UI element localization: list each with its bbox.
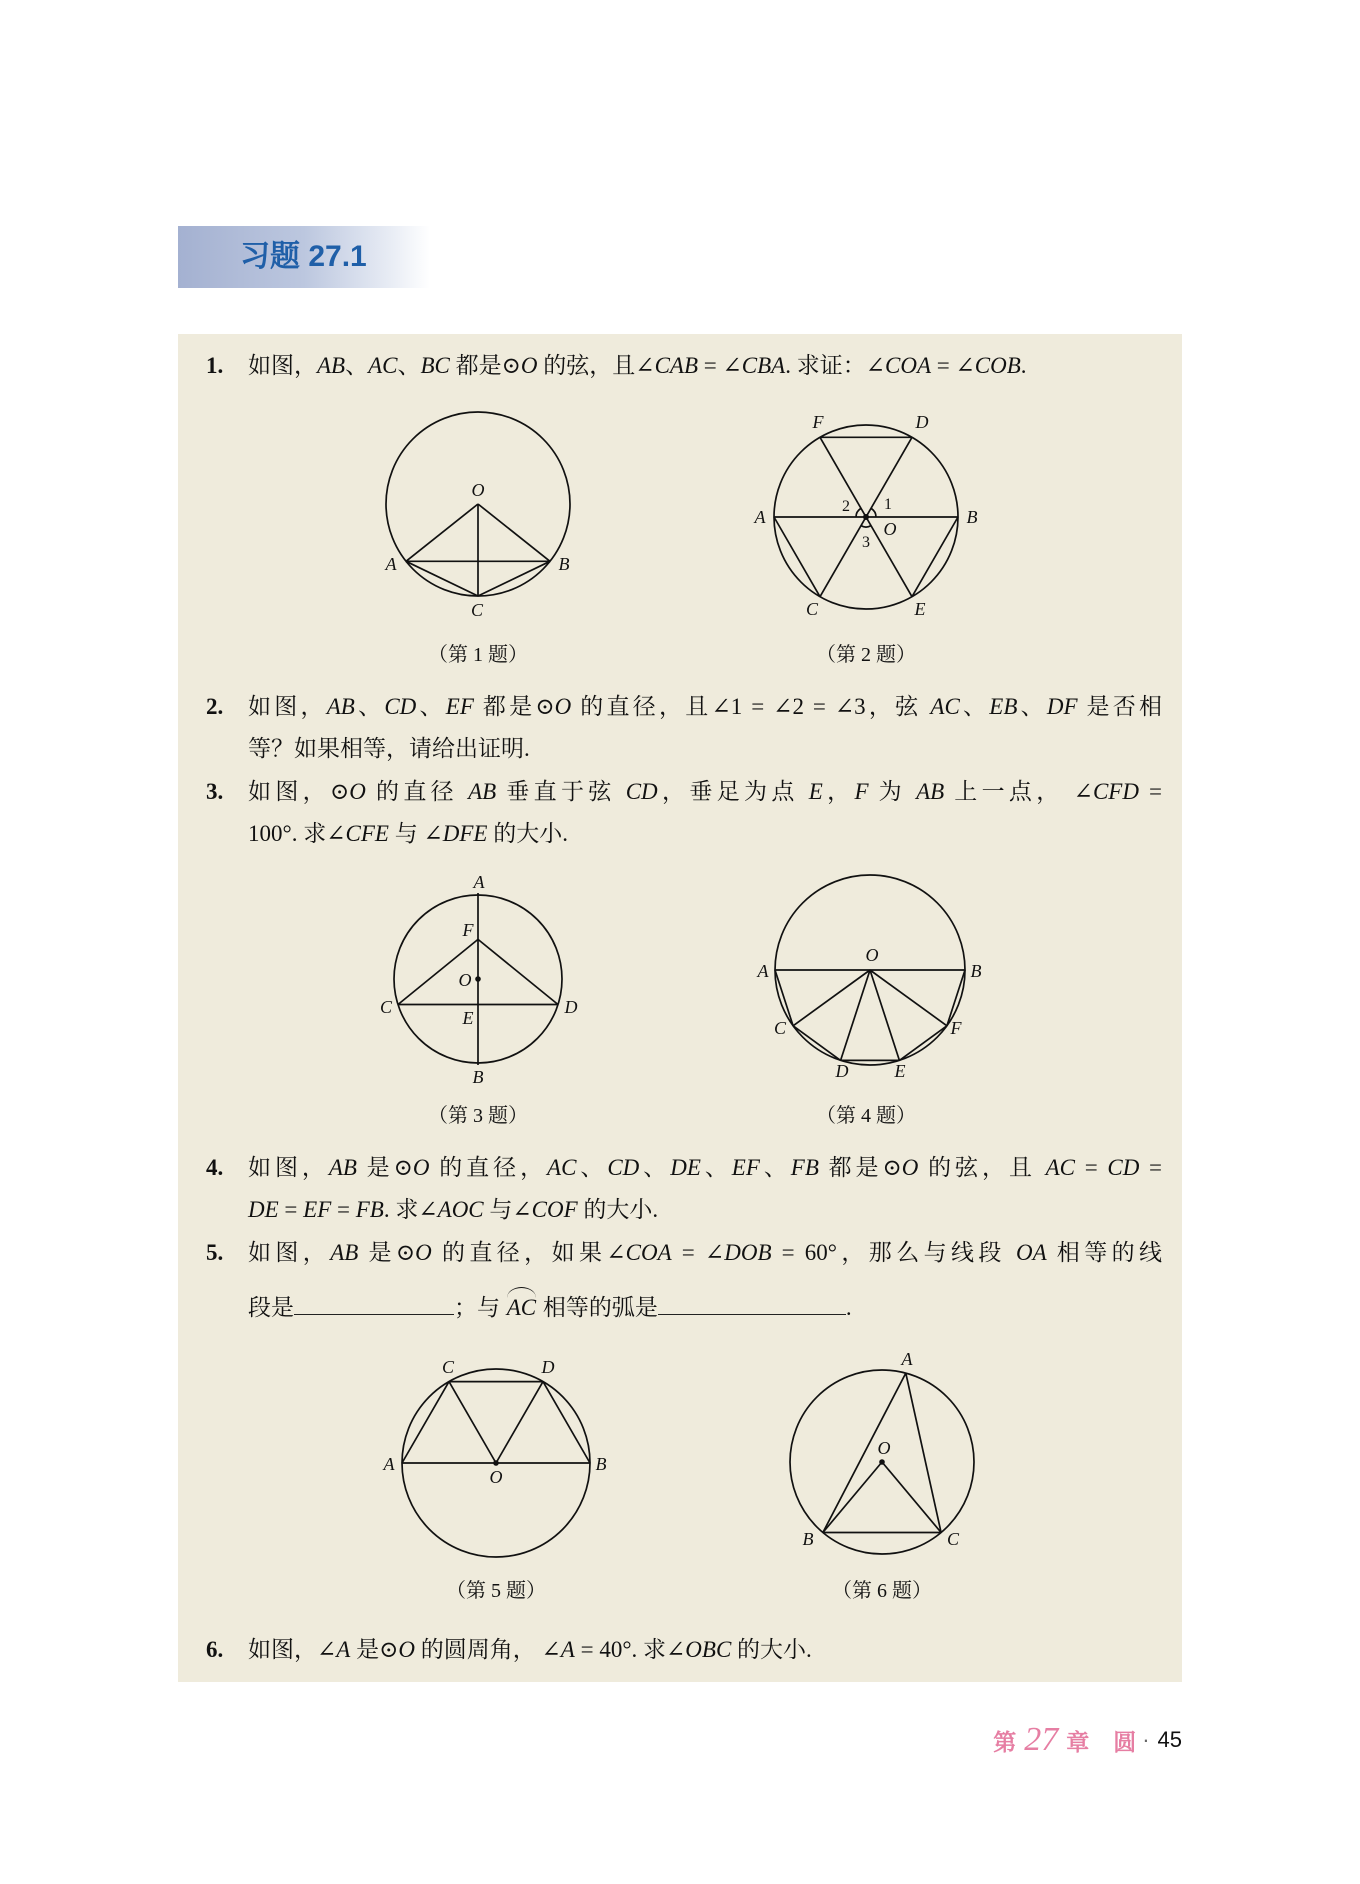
chord-ab <box>823 1373 906 1532</box>
point-label-e: E <box>914 599 926 619</box>
segment-oc <box>449 1382 496 1463</box>
page-footer <box>993 1718 1182 1762</box>
point-label-a: A <box>385 554 397 574</box>
segment-oa <box>406 504 478 561</box>
chapter-unit: 章 <box>1066 1728 1090 1755</box>
problem-1-number: 1. <box>206 353 224 378</box>
point-label-f: F <box>462 920 474 940</box>
text-segment-mid: ；与 <box>454 1295 506 1320</box>
angle-label-2: 2 <box>842 498 850 515</box>
segment-fd <box>478 939 558 1004</box>
figure-3-caption: （第 3 题） <box>428 1105 528 1127</box>
problem-6-number: 6. <box>206 1637 224 1662</box>
point-label-a: A <box>757 961 769 981</box>
chord-ac <box>402 1382 449 1463</box>
exercise-panel <box>178 334 1182 1682</box>
chapter-title: 圆 <box>1113 1728 1137 1755</box>
point-label-o: O <box>489 1467 503 1487</box>
figure-3-diagram <box>358 859 598 1099</box>
segment-oc <box>793 970 870 1026</box>
problem-5-line-2 <box>248 1292 1162 1324</box>
center-point-o <box>493 1460 499 1466</box>
center-point-o <box>863 514 869 520</box>
problem-2-line-2: 等？如果相等，请给出证明. <box>248 736 530 761</box>
point-label-a: A <box>754 507 766 527</box>
point-label-o: O <box>883 519 897 539</box>
point-label-e: E <box>894 1061 906 1081</box>
figure-2-diagram <box>746 397 986 637</box>
point-label-b: B <box>966 507 978 527</box>
text-segment-lead: 段是 <box>248 1295 294 1320</box>
chord-bc <box>478 561 550 596</box>
answer-blank-arc <box>658 1294 846 1315</box>
footer-separator: · <box>1142 1727 1150 1752</box>
figure-5-caption: （第 5 题） <box>446 1580 546 1602</box>
center-point-o <box>475 976 481 982</box>
point-label-b: B <box>558 554 570 574</box>
segment-oc <box>882 1462 941 1533</box>
page-number: 45 <box>1157 1727 1182 1752</box>
chord-ef <box>899 1026 947 1061</box>
problem-4-line-2: DE = EF = FB. 求∠AOC 与∠COF 的大小. <box>248 1197 659 1222</box>
arc-ac-notation: AC <box>506 1292 537 1324</box>
problem-5-line-1: 如图，AB 是⊙O 的直径，如果∠COA = ∠DOB = 60°，那么与线段 OA 相等的线 <box>248 1240 1163 1265</box>
chord-cd <box>793 1026 841 1061</box>
point-label-d: D <box>564 997 578 1017</box>
point-label-o: O <box>458 970 472 990</box>
point-label-a: A <box>383 1454 395 1474</box>
point-label-a: A <box>901 1349 913 1369</box>
problem-6-line-1: 如图，∠A 是⊙O 的圆周角， ∠A = 40°. 求∠OBC 的大小. <box>248 1637 812 1662</box>
point-label-a: A <box>473 872 485 892</box>
segment-od <box>496 1382 543 1463</box>
problem-3-number: 3. <box>206 779 224 804</box>
chapter-number: 27 <box>1024 1721 1059 1758</box>
point-label-b: B <box>595 1454 607 1474</box>
problem-3-line-1: 如图，⊙O 的直径 AB 垂直于弦 CD，垂足为点 E，F 为 AB 上一点， ∠CFD = <box>248 779 1163 804</box>
point-label-d: D <box>915 412 929 432</box>
problem-5-number: 5. <box>206 1240 224 1265</box>
figure-5-diagram <box>376 1343 616 1583</box>
point-label-c: C <box>805 599 819 619</box>
figure-6-diagram <box>762 1342 1002 1582</box>
point-label-o: O <box>865 945 879 965</box>
exercise-title: 习题 27.1 <box>240 240 367 273</box>
chord-ac <box>406 561 478 596</box>
figure-1-diagram <box>358 384 598 624</box>
point-label-c: C <box>441 1357 455 1377</box>
point-label-b: B <box>802 1529 814 1549</box>
problem-2-number: 2. <box>206 694 224 719</box>
point-label-c: C <box>470 600 484 620</box>
segment-od <box>841 970 870 1060</box>
figure-1-caption: （第 1 题） <box>428 644 528 666</box>
exercise-header-band <box>178 226 430 288</box>
problem-4-number: 4. <box>206 1155 224 1180</box>
chord-bd <box>543 1382 590 1463</box>
angle-1-arc <box>871 508 876 517</box>
chord-ac <box>906 1373 941 1532</box>
point-label-d: D <box>541 1357 555 1377</box>
answer-blank-segment <box>294 1294 454 1315</box>
text-segment-end: . <box>845 1295 852 1320</box>
figure-4-caption: （第 4 题） <box>816 1105 916 1127</box>
angle-label-3: 3 <box>862 534 870 551</box>
point-label-b: B <box>970 961 982 981</box>
problem-1-line-1: 如图，AB、AC、BC 都是⊙O 的弦，且∠CAB = ∠CBA. 求证：∠COA = ∠COB. <box>248 353 1027 378</box>
point-label-f: F <box>950 1018 962 1038</box>
segment-oe <box>870 970 899 1060</box>
text-segment-tail: 相等的弧是 <box>537 1295 658 1320</box>
point-label-e: E <box>462 1008 474 1028</box>
segment-of <box>870 970 947 1026</box>
problem-4-line-1: 如图，AB 是⊙O 的直径，AC、CD、DE、EF、FB 都是⊙O 的弦，且 AC = CD = <box>248 1155 1163 1180</box>
problem-3-line-2: 100°. 求∠CFE 与 ∠DFE 的大小. <box>248 821 568 846</box>
point-label-b: B <box>472 1067 484 1087</box>
segment-ob <box>478 504 550 561</box>
chord-eb <box>912 517 958 597</box>
figure-6-caption: （第 6 题） <box>832 1580 932 1602</box>
chord-ac <box>774 517 820 597</box>
problem-2-line-1: 如图，AB、CD、EF 都是⊙O 的直径，且∠1 = ∠2 = ∠3，弦 AC、EB、DF 是否相 <box>248 694 1163 719</box>
segment-ob <box>823 1462 882 1533</box>
figure-4-diagram <box>750 850 990 1090</box>
point-label-o: O <box>471 480 485 500</box>
point-label-d: D <box>835 1061 849 1081</box>
angle-3-arc <box>861 526 871 527</box>
center-point-o <box>879 1459 885 1465</box>
point-label-c: C <box>773 1018 787 1038</box>
figure-2-caption: （第 2 题） <box>816 644 916 666</box>
point-label-f: F <box>812 412 824 432</box>
point-label-c: C <box>379 997 393 1017</box>
chapter-label: 第 <box>993 1728 1017 1755</box>
point-label-c: C <box>946 1529 960 1549</box>
angle-label-1: 1 <box>884 496 892 513</box>
angle-2-arc <box>856 508 861 517</box>
point-label-o: O <box>877 1438 891 1458</box>
